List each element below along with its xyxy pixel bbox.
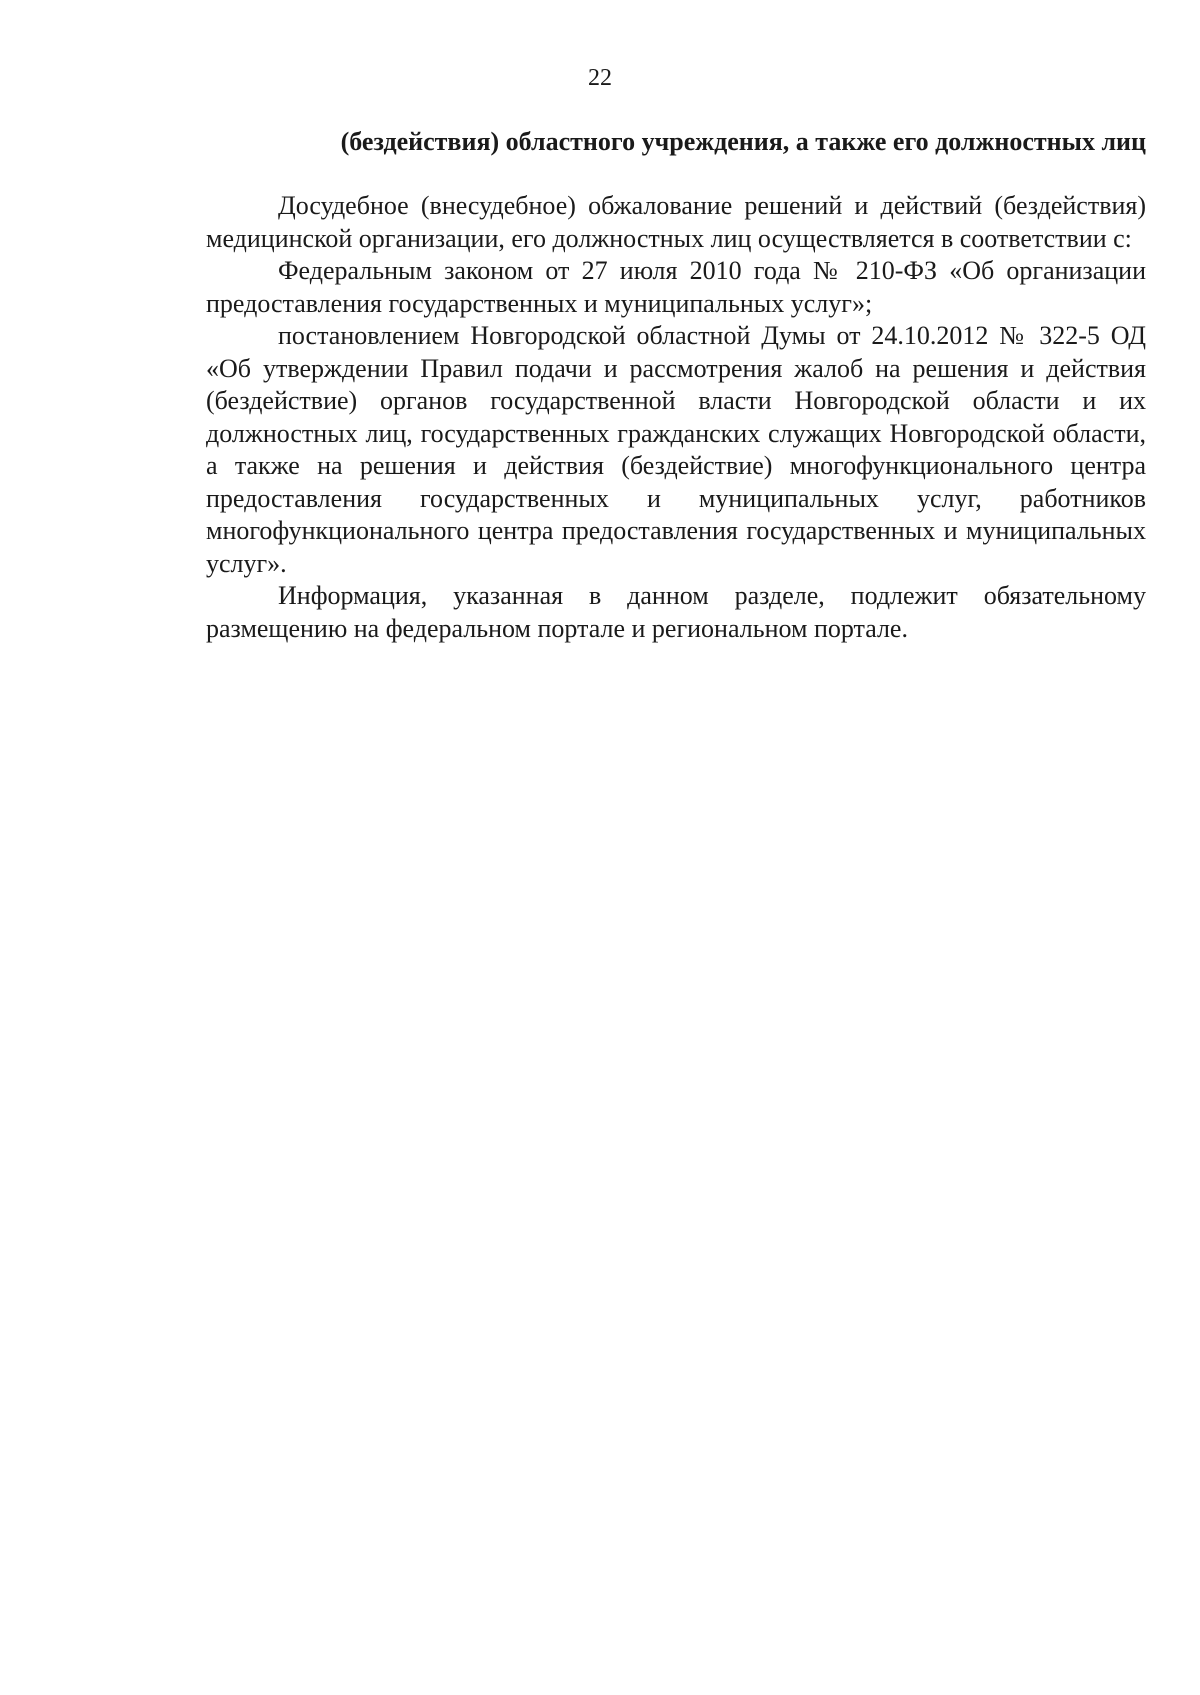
document-body: [206, 125, 1146, 645]
paragraph-federal-law: Федеральным законом от 27 июля 2010 года № 210-ФЗ «Об организации предоставления государственных и муниципальных услуг»;: [206, 256, 1146, 318]
paragraph-publication-info: Информация, указанная в данном разделе, подлежит обязательному размещению на федеральном портале и региональном портале.: [206, 581, 1146, 643]
page-number: 22: [588, 65, 612, 91]
paragraph-regional-resolution: постановлением Новгородской областной Думы от 24.10.2012 № 322-5 ОД «Об утверждении Правил подачи и рассмотрения жалоб на решения и действия (бездействие) органов государственной власти Новгородской области и их должностных лиц, государственных гражданских служащих Новгородской области, а также на решения и действия (бездействие) многофункционального центра предоставления государственных и муниципальных услуг, работников многофункционального центра предоставления государственных и муниципальных услуг».: [206, 321, 1146, 578]
section-heading: (бездействия) областного учреждения, а также его должностных лиц: [340, 127, 1146, 156]
paragraph-pretrial-appeal: Досудебное (внесудебное) обжалование решений и действий (бездействия) медицинской организации, его должностных лиц осуществляется в соответствии с:: [206, 191, 1146, 253]
